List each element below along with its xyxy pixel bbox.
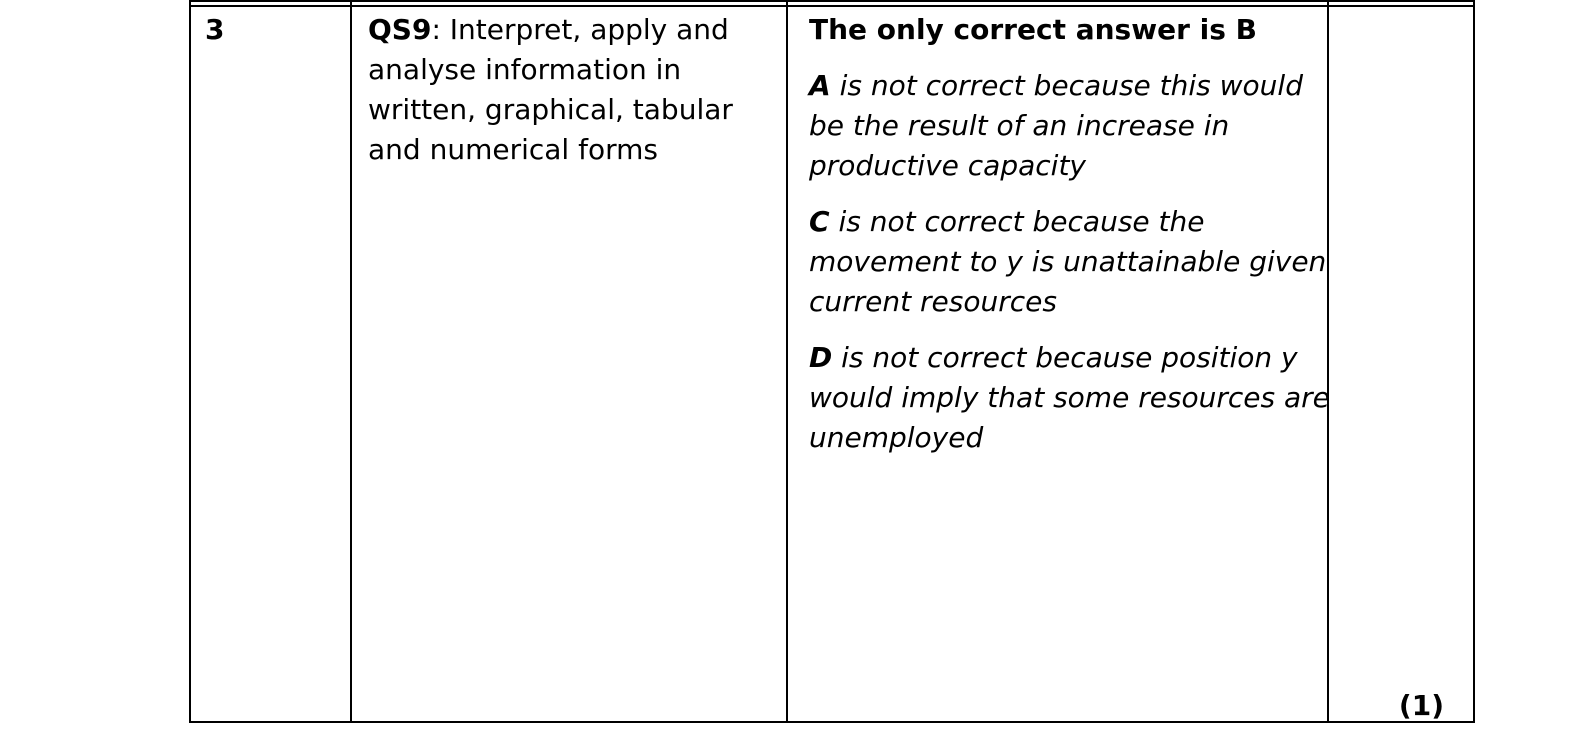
distractor-text: is not correct because position y would imply that some resources are unemployed [809,341,1330,454]
question-number-cell: 3 [205,13,225,46]
distractor-letter: C [809,205,830,238]
row-top-border [189,5,1475,7]
answer-cell [809,10,1339,474]
distractor-text: is not correct because this would be the result of an increase in productive capacity [809,69,1303,182]
skill-cell [368,10,788,170]
column-divider-1 [350,0,352,723]
distractor-a [809,66,1339,186]
marks-value: (1) [1398,689,1444,722]
distractor-letter: A [809,69,831,102]
skill-separator: : [431,13,441,46]
skill-description: Interpret, apply and analyse information in written, graphical, tabular and numerical forms [368,13,733,166]
skill-code: QS9 [368,13,432,46]
correct-answer-heading: The only correct answer is B [809,13,1257,46]
distractor-text: is not correct because the movement to y is unattainable given current resources [809,205,1327,318]
distractor-c [809,202,1339,322]
distractor-letter: D [809,341,833,374]
distractor-d [809,338,1339,458]
